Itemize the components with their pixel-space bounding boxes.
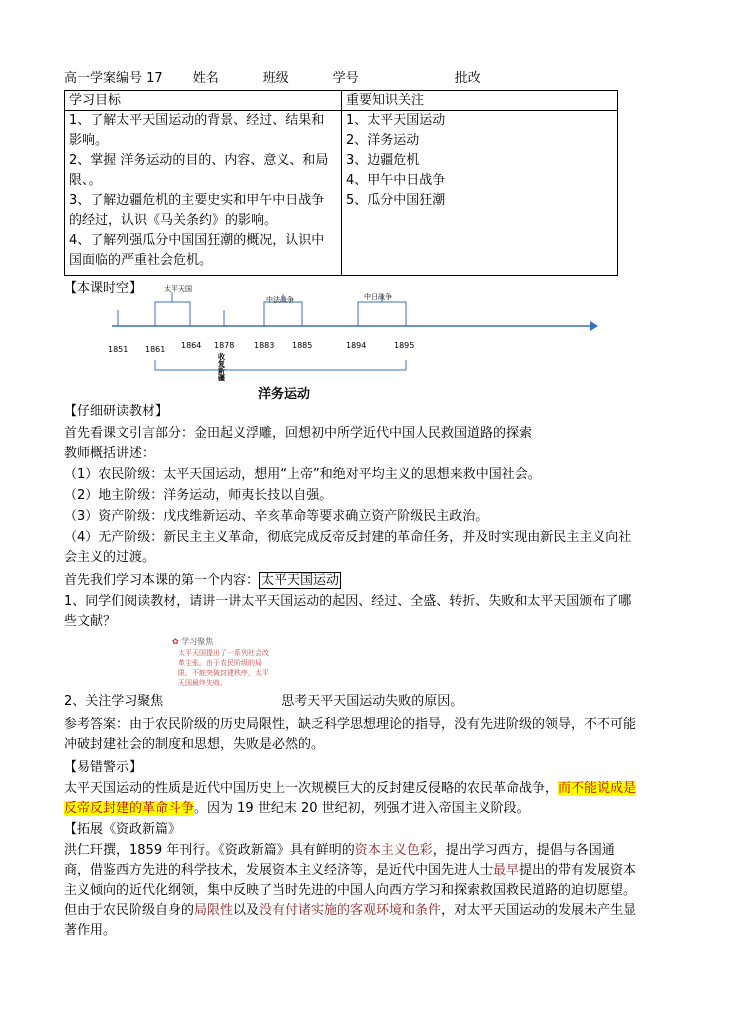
focus-column-header: 重要知识关注 [342, 91, 618, 111]
extend-p2: ，提出学习西方，提倡与各国通商，借鉴西方先进的科学技术，发展资本主义经济等，是近代中国先进人士 [64, 843, 615, 878]
label-taiping: 太平天国 [164, 285, 192, 293]
study-focus-text: 太平天国提出了一系列社会改革主张。由于农民阶级的局限，不能突破封建秩序，太平天国最终失败。 [178, 649, 269, 687]
label-sino-french: 中法战争 [266, 296, 294, 304]
timeline-title: 【本课时空】 [64, 281, 143, 296]
year-1861: 1861 [145, 345, 166, 354]
bracket-sino-japanese [358, 302, 406, 310]
extend-text [64, 841, 638, 941]
focus-cell [342, 111, 618, 276]
year-1895: 1895 [394, 341, 415, 350]
timeline-arrow-icon [590, 321, 598, 331]
focus-item: 4、甲午中日战争 [346, 173, 446, 188]
goals-column-header: 学习目标 [65, 91, 342, 111]
focus-item: 2、洋务运动 [346, 133, 420, 148]
extend-r3: 局限性 [194, 903, 234, 918]
study-focus-title: ✿ 学习聚焦 [172, 637, 214, 646]
label-sino-japanese: 中日战争 [364, 293, 392, 301]
timeline [100, 282, 610, 402]
header-label: 高一学案编号 17 [64, 71, 163, 86]
year-1883: 1883 [254, 341, 275, 350]
bracket-yangwu [155, 360, 406, 370]
study-item-4: （4）无产阶级：新民主主义革命，彻底完成反帝反封建的革命任务，并及时实现由新民主主义向社会主义的过渡。 [64, 530, 632, 565]
goal-item: 1、了解太平天国运动的背景、经过、结果和影响。 [69, 113, 325, 148]
extend-r4: 没有付诸实施的客观环境和条件 [259, 903, 442, 918]
study-item-3: （3）资产阶级：戊戌维新运动、辛亥革命等要求确立资产阶级民主政治。 [64, 509, 489, 524]
warning-text-1: 太平天国运动的性质是近代中国历史上一次规模巨大的反封建反侵略的农民革命战争， [64, 781, 559, 796]
header-class: 班级 [262, 71, 289, 86]
header-grade: 批改 [454, 71, 481, 86]
question-2 [64, 692, 463, 712]
focus-icon: ✿ [172, 637, 179, 646]
goal-item: 2、掌握 洋务运动的目的、内容、意义、和局限、。 [69, 153, 329, 188]
label-yangwu: 洋务运动 [258, 387, 311, 402]
year-1864: 1864 [181, 341, 202, 350]
question-2-suffix: 思考天平天国运动失败的原因。 [281, 694, 464, 709]
study-teacher: 教师概括讲述： [64, 446, 156, 461]
goals-cell [65, 111, 342, 276]
timeline-svg [100, 282, 610, 402]
study-intro: 首先看课文引言部分：金田起义浮雕，回想初中所学近代中国人民救国道路的探索 [64, 426, 533, 441]
year-1885: 1885 [292, 341, 313, 350]
extend-p1: 洪仁玕撰，1859 年刊行。《资政新篇》具有鲜明的 [64, 843, 355, 858]
first-topic-line [64, 571, 341, 591]
warning-text [64, 779, 638, 819]
warning-title: 【易错警示】 [64, 760, 143, 775]
extend-r1: 资本主义色彩 [354, 843, 433, 858]
year-1894: 1894 [346, 341, 367, 350]
study-item-2: （2）地主阶级：洋务运动，师夷长技以自强。 [64, 488, 333, 503]
label-xinjiang: 收复新疆 [218, 353, 225, 382]
study-title: 【仔细研读教材】 [64, 404, 169, 419]
focus-item: 1、太平天国运动 [346, 113, 446, 128]
goals-table [64, 90, 618, 276]
year-1851: 1851 [108, 345, 129, 354]
goal-item: 3、了解边疆危机的主要史实和甲午中日战争的经过，认识《马关条约》的影响。 [69, 193, 325, 228]
header-name: 姓名 [192, 71, 219, 86]
first-topic-prefix: 首先我们学习本课的第一个内容： [64, 573, 260, 588]
warning-text-2: 。因为 19 世纪末 20 世纪初，列强才进入帝国主义阶段。 [194, 801, 530, 816]
first-topic-box: 太平天国运动 [261, 573, 340, 588]
extend-r2: 最早 [493, 863, 520, 878]
extend-p3: 提出的带有发展资本主义倾向的近代化纲领，集中反映了当时先进的中国人向西方学习和探索救国救民道路的迫切愿望。但由于农民阶级自身的 [64, 863, 637, 918]
question-1: 1、同学们阅读教材，请讲一讲太平天国运动的起因、经过、全盛、转折、失败和太平天国颁布了哪些文献？ [64, 594, 632, 629]
worksheet-header [64, 70, 511, 88]
header-id: 学号 [332, 71, 359, 86]
focus-item: 3、边疆危机 [346, 153, 420, 168]
goal-item: 4、了解列强瓜分中国国狂潮的概况，认识中国面临的严重社会危机。 [69, 233, 325, 268]
question-2-prefix: 2、关注学习聚焦 [64, 694, 164, 709]
warning-highlight: 而不能说成是反帝反封建的革命斗争 [64, 781, 637, 816]
study-item-1: （1）农民阶级：太平天国运动，想用“上帝”和绝对平均主义的思想来救中国社会。 [64, 467, 541, 482]
bracket-taiping [155, 302, 190, 310]
focus-item: 5、瓜分中国狂潮 [346, 193, 446, 208]
reference-answer: 参考答案：由于农民阶级的历史局限性，缺乏科学思想理论的指导，没有先进阶级的领导，不不可能冲破封建社会的制度和思想，失败是必然的。 [64, 717, 637, 752]
extend-title: 【拓展《资政新篇》 [64, 822, 182, 837]
extend-p5: ，对太平天国运动的发展未产生显著作用。 [64, 903, 637, 938]
year-1878: 1878 [214, 341, 235, 350]
extend-p4: 以及 [233, 903, 260, 918]
